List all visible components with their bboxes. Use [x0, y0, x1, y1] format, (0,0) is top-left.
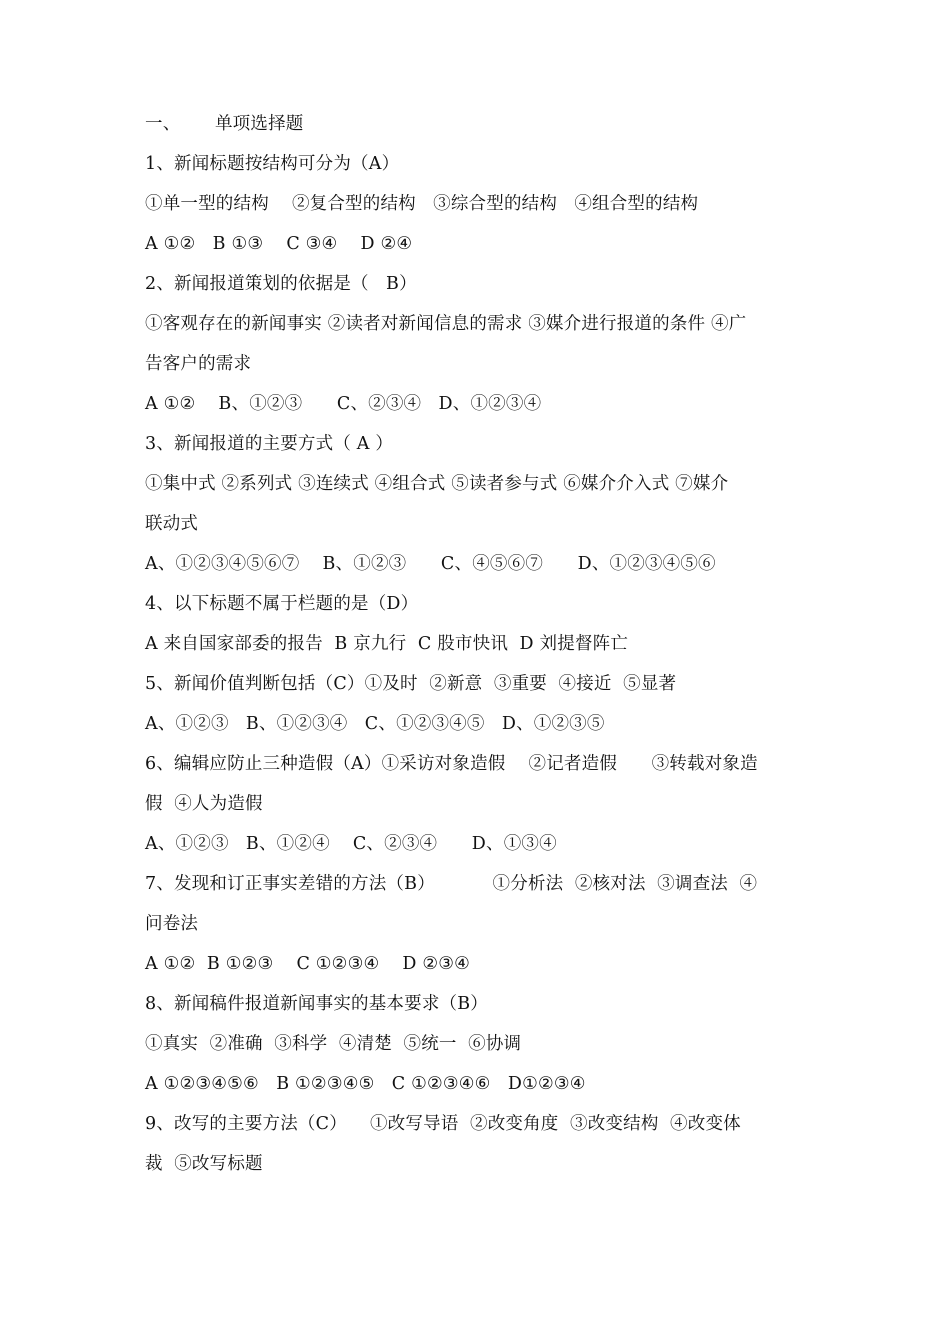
question-7-options: A ①② B ①②③ C ①②③④ D ②③④	[145, 954, 471, 974]
question-2-items-continued: 告客户的需求	[145, 354, 252, 374]
question-1-options: A ①② B ①③ C ③④ D ②④	[145, 234, 413, 254]
question-7: 7、发现和订正事实差错的方法（B） ①分析法 ②核对法 ③调查法 ④	[145, 874, 758, 894]
question-2: 2、新闻报道策划的依据是（ B）	[145, 274, 417, 294]
question-9-continued: 裁 ⑤改写标题	[145, 1154, 263, 1174]
question-9: 9、改写的主要方法（C） ①改写导语 ②改变角度 ③改变结构 ④改变体	[145, 1114, 741, 1134]
question-5: 5、新闻价值判断包括（C）①及时 ②新意 ③重要 ④接近 ⑤显著	[145, 674, 677, 694]
question-5-options: A、①②③ B、①②③④ C、①②③④⑤ D、①②③⑤	[145, 714, 605, 734]
question-2-items: ①客观存在的新闻事实 ②读者对新闻信息的需求 ③媒介进行报道的条件 ④广	[145, 314, 747, 334]
question-4-options: A 来自国家部委的报告 B 京九行 C 股市快讯 D 刘提督阵亡	[145, 634, 629, 654]
question-1-items: ①单一型的结构 ②复合型的结构 ③综合型的结构 ④组合型的结构	[145, 194, 699, 214]
document-page	[145, 104, 825, 1184]
question-2-options: A ①② B、①②③ C、②③④ D、①②③④	[145, 394, 542, 414]
question-3-items-continued: 联动式	[145, 514, 199, 534]
question-1: 1、新闻标题按结构可分为（A）	[145, 154, 400, 174]
question-8: 8、新闻稿件报道新闻事实的基本要求（B）	[145, 994, 488, 1014]
question-3-options: A、①②③④⑤⑥⑦ B、①②③ C、④⑤⑥⑦ D、①②③④⑤⑥	[145, 554, 716, 574]
question-4: 4、以下标题不属于栏题的是（D）	[145, 594, 419, 614]
question-6-continued: 假 ④人为造假	[145, 794, 263, 814]
question-6: 6、编辑应防止三种造假（A）①采访对象造假 ②记者造假 ③转载对象造	[145, 754, 758, 774]
question-3: 3、新闻报道的主要方式（ A ）	[145, 434, 394, 454]
question-3-items: ①集中式 ②系列式 ③连续式 ④组合式 ⑤读者参与式 ⑥媒介介入式 ⑦媒介	[145, 474, 729, 494]
question-8-options: A ①②③④⑤⑥ B ①②③④⑤ C ①②③④⑥ D①②③④	[145, 1074, 586, 1094]
section-heading: 一、 单项选择题	[145, 114, 304, 134]
question-7-continued: 问卷法	[145, 914, 199, 934]
question-8-items: ①真实 ②准确 ③科学 ④清楚 ⑤统一 ⑥协调	[145, 1034, 522, 1054]
question-6-options: A、①②③ B、①②④ C、②③④ D、①③④	[145, 834, 557, 854]
